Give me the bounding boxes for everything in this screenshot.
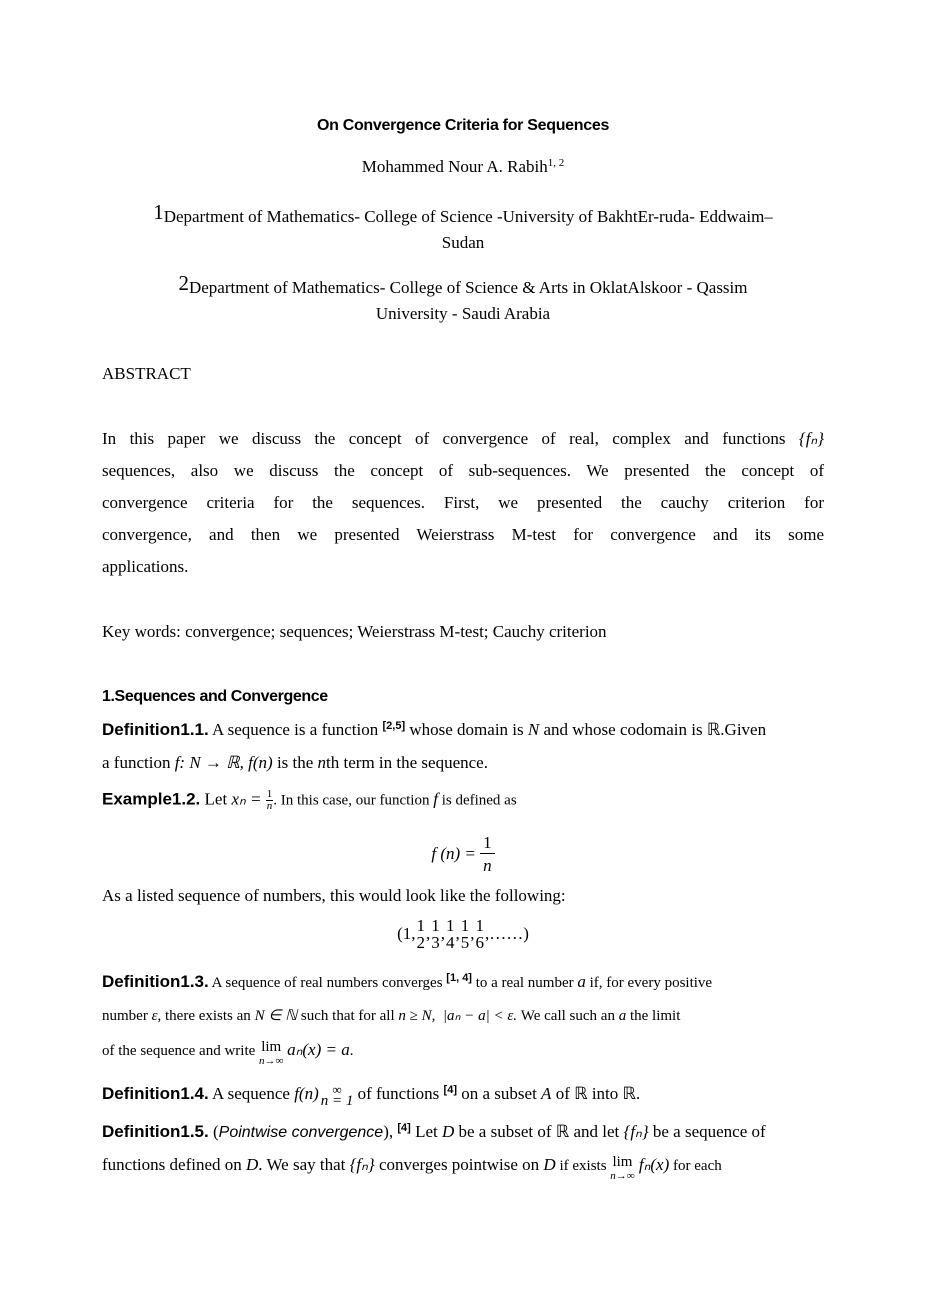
affiliation-2-mark: 2 — [178, 271, 189, 295]
definition-1-5-line2-e: for each — [669, 1158, 722, 1174]
definition-1-1-label: Definition1.1. — [102, 720, 209, 739]
definition-1-3-line2-d: We call such an — [517, 1008, 619, 1024]
definition-1-3-lim-sub: n→∞ — [259, 1055, 284, 1067]
definition-1-3-a-2: a — [618, 1008, 627, 1024]
definition-1-3-a: a — [577, 972, 586, 991]
definition-1-3-lim-word: lim — [261, 1039, 282, 1055]
definition-1-3-text-b: to a real number — [471, 975, 578, 991]
definition-1-5-D: D — [441, 1122, 455, 1141]
definition-1-1-n: n — [317, 753, 327, 772]
definition-1-5-title: Pointwise convergence — [218, 1124, 384, 1141]
definition-1-4-text-c: on a subset — [457, 1084, 542, 1103]
definition-1-5-line2-b: . We say that — [258, 1155, 350, 1174]
definition-1-5-fset: {fₙ} — [623, 1122, 649, 1141]
definition-1-1-line-2 — [102, 753, 824, 773]
definition-1-3-line3-end: . — [349, 1043, 354, 1059]
section-1-heading: 1.Sequences and Convergence — [102, 688, 328, 705]
abstract-line-1 — [102, 429, 824, 449]
definition-1-1-line-1 — [102, 720, 824, 740]
definition-1-3-abs: |aₙ − a| < ε. — [442, 1008, 518, 1024]
definition-1-3-text-a: A sequence of real numbers converges — [208, 975, 447, 991]
sequence-frac-6: 1 6 — [475, 916, 484, 952]
definition-1-3-eps: ε — [151, 1008, 158, 1024]
definition-1-5-D-2: D — [246, 1155, 259, 1174]
definition-1-4-sup: ∞ — [332, 1082, 342, 1097]
definition-1-4-ref: [4] — [443, 1084, 457, 1096]
abstract-line-1-text: In this paper we discuss the concept of convergence of real, complex and functions — [102, 429, 786, 448]
example-1-2-xn: xₙ = — [231, 789, 262, 809]
definition-1-1-text-a: A sequence is a function — [208, 720, 383, 739]
example-1-2-inline-num: 1 — [266, 788, 273, 800]
abstract-line-3: convergence criteria for the sequences. First, we presented the cauchy criterion for — [102, 493, 824, 512]
definition-1-1-line2-b: is the — [272, 753, 318, 772]
paper-title: On Convergence Criteria for Sequences — [316, 117, 610, 134]
abstract-heading: ABSTRACT — [102, 364, 191, 383]
definition-1-4-line — [102, 1083, 824, 1109]
affiliation-1-mark: 1 — [153, 200, 164, 224]
definition-1-1-text-c: and whose codomain is ℝ.Given — [539, 720, 767, 739]
definition-1-4-A: A — [541, 1084, 552, 1103]
example-1-2-display-equation — [0, 834, 926, 874]
sequence-frac-3: 1 3 — [431, 916, 440, 952]
definition-1-5-paren-close: ), — [383, 1122, 394, 1141]
affiliation-1-line2: Sudan — [441, 233, 485, 252]
definition-1-3-line2-c: such that for all — [297, 1008, 399, 1024]
abstract-line-4: convergence, and then we presented Weierstrass M-test for convergence and its some — [102, 525, 824, 544]
definition-1-5-lim — [610, 1155, 634, 1182]
definition-1-5-line2-c: converges pointwise on — [374, 1155, 544, 1174]
definition-1-3-text-c: if, for every positive — [585, 975, 713, 991]
definition-1-5-text-c: be a sequence of — [648, 1122, 766, 1141]
sequence-den-5: 5 — [460, 933, 470, 952]
definition-1-3-lim — [259, 1040, 283, 1067]
abstract-fn-set: {fₙ} — [798, 429, 824, 448]
definition-1-5-fset-2: {fₙ} — [349, 1155, 375, 1174]
definition-1-1-map: f: N → ℝ, f(n) — [174, 753, 273, 772]
sequence-frac-5: 1 5 — [460, 916, 470, 952]
definition-1-4-text-d: of ℝ into ℝ. — [551, 1084, 641, 1103]
definition-1-4-fn: f(n) — [294, 1084, 319, 1103]
example-1-2-text-a: Let — [200, 789, 232, 809]
display-fraction-num: 1 — [480, 834, 495, 854]
definition-1-5-line2-d: if exists — [555, 1158, 611, 1174]
example-1-2-text-c: is defined as — [437, 792, 517, 809]
definition-1-3-line-3 — [102, 1040, 824, 1067]
affiliation-2-line2: University - Saudi Arabia — [375, 304, 551, 323]
definition-1-1-N: N — [527, 720, 540, 739]
example-1-2-f: f — [433, 789, 438, 809]
affiliation-2 — [0, 271, 926, 298]
sequence-frac-4: 1 4 — [446, 916, 455, 952]
definition-1-3-limit-expr: aₙ(x) = a — [287, 1040, 350, 1059]
definition-1-5-label: Definition1.5. — [102, 1122, 209, 1141]
definition-1-3-Nin: N ∈ ℕ — [254, 1008, 298, 1024]
definition-1-3-line-2 — [102, 1006, 824, 1025]
definition-1-5-ref: [4] — [397, 1122, 411, 1134]
definition-1-3-label: Definition1.3. — [102, 972, 209, 991]
definition-1-5-line-2 — [102, 1155, 824, 1182]
definition-1-5-paren-open: ( — [208, 1122, 219, 1141]
definition-1-5-lim-sub: n→∞ — [610, 1170, 635, 1182]
definition-1-3-line2-e: the limit — [626, 1008, 681, 1024]
definition-1-3-line3-a: of the sequence and write — [102, 1043, 260, 1059]
affiliation-1 — [0, 200, 926, 227]
affiliation-2-line1: Department of Mathematics- College of Science & Arts in OklatAlskoor - Qassim — [188, 278, 748, 297]
sequence-den-4: 4 — [446, 933, 455, 952]
sequence-close: ,……) — [485, 924, 529, 943]
example-1-2-text-b: . In this case, our function — [273, 792, 434, 809]
definition-1-5-D-3: D — [543, 1155, 556, 1174]
definition-1-1-line2-a: a function — [102, 753, 175, 772]
definition-1-5-lim-expr: fₙ(x) — [638, 1155, 670, 1174]
definition-1-1-ref: [2,5] — [382, 720, 406, 732]
sequence-open: (1, — [397, 924, 416, 943]
sequence-den-6: 6 — [475, 933, 484, 952]
definition-1-3-line2-b: , there exists an — [157, 1008, 255, 1024]
sequence-den-2: 2 — [416, 933, 425, 952]
listed-sequence: (1, 1 2 , 1 3 , 1 4 , 1 5 , 1 6 ,……) — [397, 916, 529, 952]
definition-1-5-lim-word: lim — [612, 1154, 633, 1170]
keywords: Key words: convergence; sequences; Weierstrass M-test; Cauchy criterion — [102, 622, 607, 641]
author-name: Mohammed Nour A. Rabih — [361, 157, 548, 176]
definition-1-5-line-1 — [102, 1122, 824, 1142]
affiliation-1-line1: Department of Mathematics- College of Science -University of BakhtEr-ruda- Eddwaim– — [163, 207, 773, 226]
sequence-den-3: 3 — [431, 933, 440, 952]
author-line — [0, 157, 926, 177]
definition-1-4-text-b: of functions — [353, 1084, 444, 1103]
example-1-2-inline-den: n — [266, 800, 273, 812]
definition-1-5-line2-a: functions defined on — [102, 1155, 246, 1174]
definition-1-1-line2-c: th term in the sequence. — [326, 753, 488, 772]
example-1-2-label: Example1.2. — [102, 789, 201, 809]
definition-1-3-line2-a: number — [102, 1008, 152, 1024]
example-1-2-line-1 — [102, 789, 824, 812]
sequence-frac-2: 1 2 — [416, 916, 425, 952]
definition-1-3-line-1 — [102, 972, 824, 992]
definition-1-3-ref: [1, 4] — [446, 972, 472, 984]
author-affiliation-marks: 1, 2 — [547, 157, 565, 169]
definition-1-4-text-a: A sequence — [208, 1084, 295, 1103]
display-equation-lhs: f (n) = — [431, 844, 476, 863]
display-fraction-den: n — [483, 856, 492, 875]
abstract-line-2: sequences, also we discuss the concept of sub-sequences. We presented the concept of — [102, 461, 824, 480]
definition-1-5-text-b: be a subset of ℝ and let — [454, 1122, 624, 1141]
definition-1-5-text-a: Let — [410, 1122, 442, 1141]
abstract-line-5: applications. — [102, 557, 189, 576]
definition-1-4-sub: n = 1 — [320, 1093, 354, 1109]
display-equation-fraction — [480, 834, 495, 874]
definition-1-4-index-range — [321, 1083, 354, 1109]
definition-1-4-label: Definition1.4. — [102, 1084, 209, 1103]
definition-1-1-text-b: whose domain is — [405, 720, 528, 739]
definition-1-3-ngeq: n ≥ N, — [398, 1008, 436, 1024]
listed-sequence-text: As a listed sequence of numbers, this would look like the following: — [102, 886, 566, 905]
